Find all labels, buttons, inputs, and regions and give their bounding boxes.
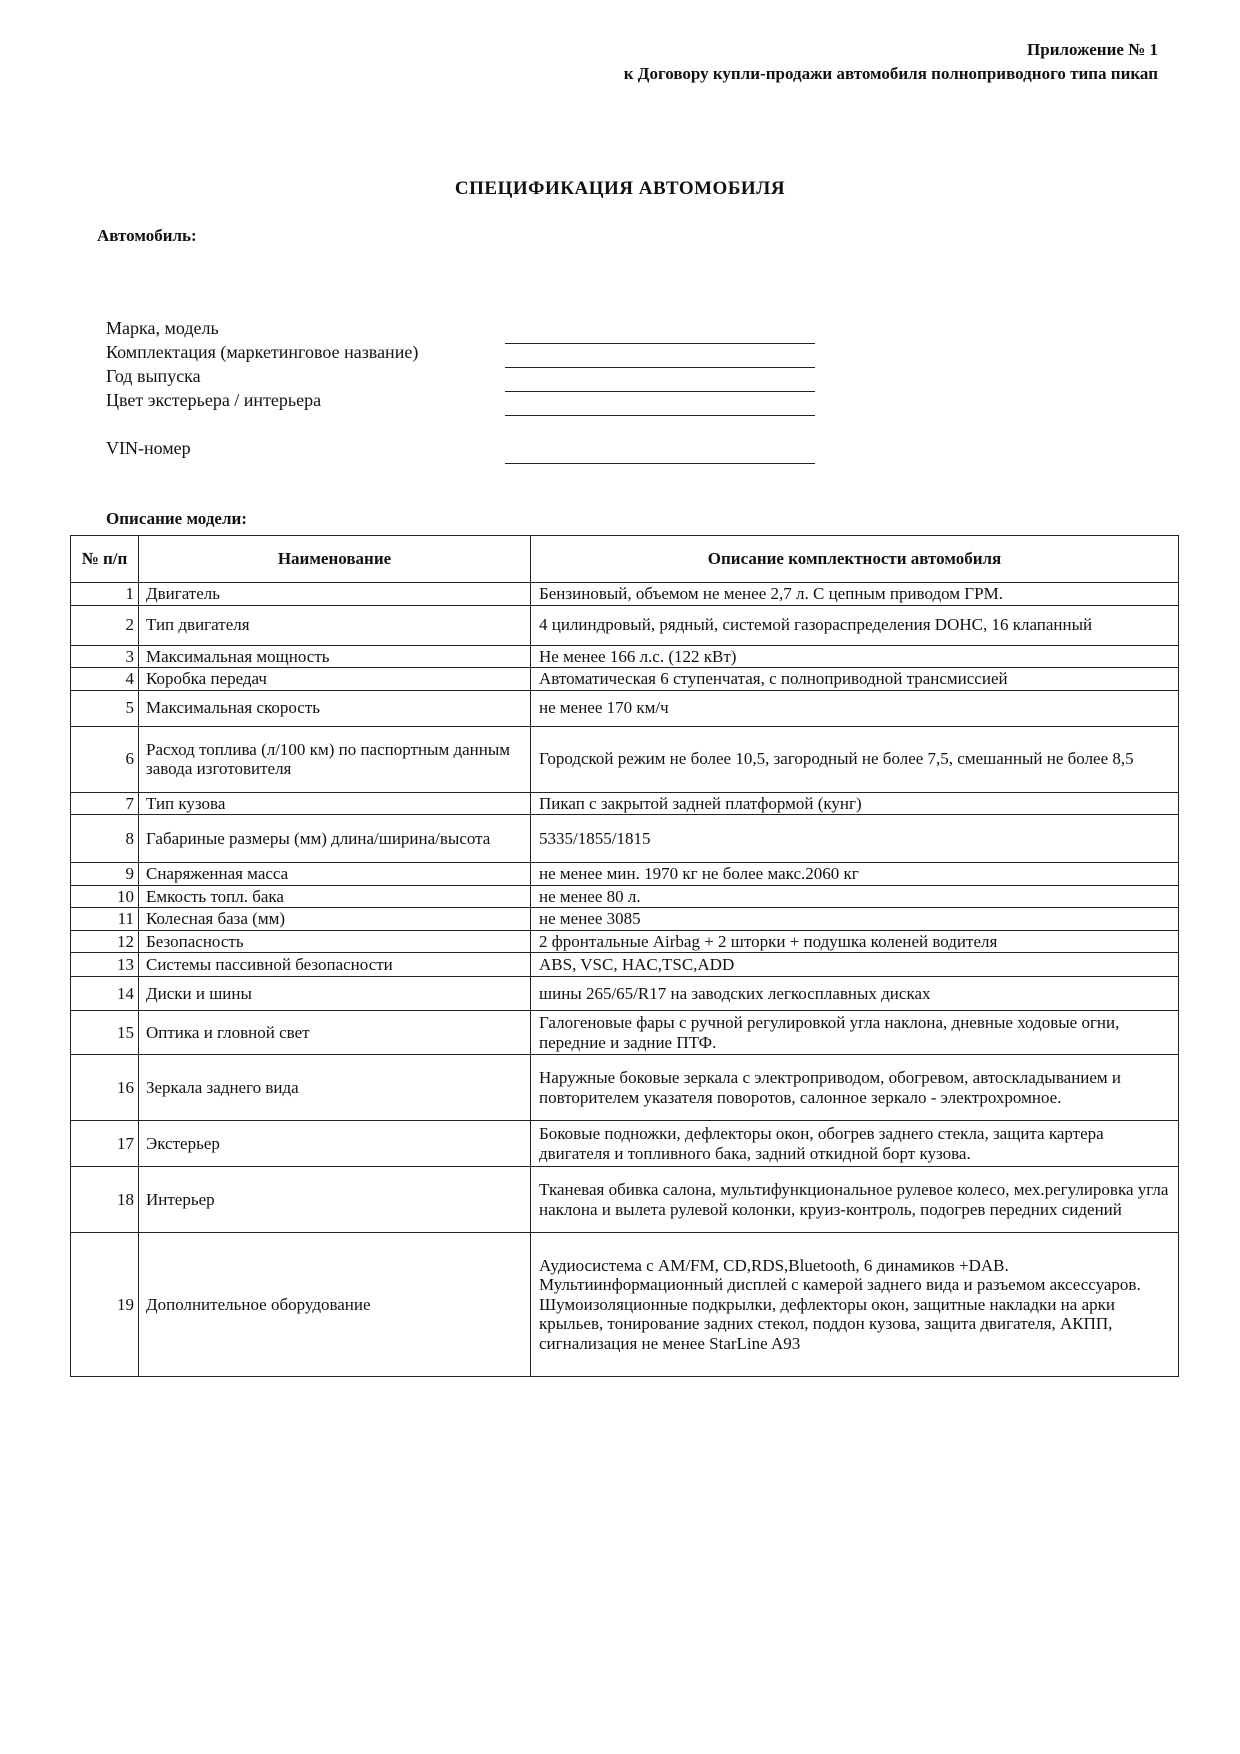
row-number: 5 (71, 690, 139, 726)
row-description: Городской режим не более 10,5, загородный не более 7,5, смешанный не более 8,5 (531, 726, 1179, 792)
row-number: 3 (71, 645, 139, 668)
model-description-label: Описание модели: (106, 509, 247, 528)
table-row (71, 583, 1179, 606)
car-label: Автомобиль: (97, 226, 197, 245)
table-row (71, 645, 1179, 668)
field-label-trim: Комплектация (маркетинговое название) (106, 342, 419, 362)
row-description: Наружные боковые зеркала с электроприводом, обогревом, автоскладыванием и повторителем указателя поворотов, салонное зеркало - электрохромное. (531, 1055, 1179, 1121)
table-row (71, 953, 1179, 977)
table-row (71, 1055, 1179, 1121)
document-title: СПЕЦИФИКАЦИЯ АВТОМОБИЛЯ (454, 178, 786, 199)
row-description: Тканевая обивка салона, мультифункциональное рулевое колесо, мех.регулировка угла наклона и вылета рулевой колонки, круиз-контроль, подогрев передних сидений (531, 1167, 1179, 1233)
table-row (71, 1011, 1179, 1055)
specification-table (70, 535, 1179, 1377)
row-name: Интерьер (139, 1167, 531, 1233)
row-description: 5335/1855/1815 (531, 815, 1179, 863)
field-label-vin: VIN-номер (106, 438, 191, 458)
row-description: ABS, VSC, HAC,TSC,ADD (531, 953, 1179, 977)
row-name: Тип двигателя (139, 605, 531, 645)
row-number: 19 (71, 1233, 139, 1377)
table-row (71, 690, 1179, 726)
row-number: 4 (71, 668, 139, 691)
field-line-year (505, 391, 815, 392)
row-name: Емкость топл. бака (139, 885, 531, 908)
row-description: не менее 80 л. (531, 885, 1179, 908)
row-description: не менее 3085 (531, 908, 1179, 931)
appendix-number: Приложение № 1 (1027, 40, 1158, 59)
field-label-year: Год выпуска (106, 366, 201, 386)
table-row (71, 885, 1179, 908)
table-row (71, 1233, 1179, 1377)
header-description: Описание комплектности автомобиля (531, 536, 1179, 583)
table-row (71, 977, 1179, 1011)
row-number: 6 (71, 726, 139, 792)
table-row (71, 815, 1179, 863)
row-name: Системы пассивной безопасности (139, 953, 531, 977)
row-description: шины 265/65/R17 на заводских легкосплавных дисках (531, 977, 1179, 1011)
row-description: не менее мин. 1970 кг не более макс.2060 кг (531, 863, 1179, 886)
row-description: Галогеновые фары с ручной регулировкой угла наклона, дневные ходовые огни, передние и задние ПТФ. (531, 1011, 1179, 1055)
table-row (71, 605, 1179, 645)
header-num: № п/п (71, 536, 139, 583)
appendix-header (624, 38, 1158, 86)
row-name: Дополнительное оборудование (139, 1233, 531, 1377)
table-row (71, 1167, 1179, 1233)
row-name: Двигатель (139, 583, 531, 606)
row-name: Тип кузова (139, 792, 531, 815)
row-name: Максимальная скорость (139, 690, 531, 726)
row-number: 17 (71, 1121, 139, 1167)
row-name: Зеркала заднего вида (139, 1055, 531, 1121)
row-description: Боковые подножки, дефлекторы окон, обогрев заднего стекла, защита картера двигателя и топливного бака, задний откидной борт кузова. (531, 1121, 1179, 1167)
row-number: 1 (71, 583, 139, 606)
row-description: Пикап с закрытой задней платформой (кунг) (531, 792, 1179, 815)
row-number: 15 (71, 1011, 139, 1055)
row-number: 9 (71, 863, 139, 886)
row-number: 14 (71, 977, 139, 1011)
table-row (71, 863, 1179, 886)
table-row (71, 792, 1179, 815)
row-number: 13 (71, 953, 139, 977)
field-label-make-model: Марка, модель (106, 318, 219, 338)
row-number: 18 (71, 1167, 139, 1233)
row-description: Не менее 166 л.с. (122 кВт) (531, 645, 1179, 668)
table-row (71, 726, 1179, 792)
row-name: Диски и шины (139, 977, 531, 1011)
field-line-make-model (505, 343, 815, 344)
row-description: 2 фронтальные Airbag + 2 шторки + подушка коленей водителя (531, 930, 1179, 953)
row-number: 16 (71, 1055, 139, 1121)
row-name: Колесная база (мм) (139, 908, 531, 931)
table-row (71, 668, 1179, 691)
row-description: 4 цилиндровый, рядный, системой газораспределения DOHC, 16 клапанный (531, 605, 1179, 645)
field-line-color (505, 415, 815, 416)
header-name: Наименование (139, 536, 531, 583)
field-line-trim (505, 367, 815, 368)
row-number: 2 (71, 605, 139, 645)
appendix-reference: к Договору купли-продажи автомобиля полноприводного типа пикап (623, 64, 1158, 83)
row-description: Аудиосистема с AM/FM, CD,RDS,Bluetooth, 6 динамиков +DAB. Мультиинформационный дисплей с камерой заднего вида и разъемом аксессуаров. Шумоизоляционные подкрылки, дефлекторы окон, защитные накладки на арки крыльев, тонирование задних стекол, поддон кузова, защита двигателя, АКПП, сигнализация не менее StarLine A93 (531, 1233, 1179, 1377)
row-name: Расход топлива (л/100 км) по паспортным данным завода изготовителя (139, 726, 531, 792)
table-row (71, 1121, 1179, 1167)
field-line-vin (505, 463, 815, 464)
row-name: Экстерьер (139, 1121, 531, 1167)
table-row (71, 908, 1179, 931)
row-description: не менее 170 км/ч (531, 690, 1179, 726)
row-name: Оптика и гловной свет (139, 1011, 531, 1055)
row-number: 11 (71, 908, 139, 931)
field-label-color: Цвет экстерьера / интерьера (106, 390, 322, 410)
table-row (71, 930, 1179, 953)
row-name: Габариные размеры (мм) длина/ширина/высота (139, 815, 531, 863)
row-number: 7 (71, 792, 139, 815)
row-name: Безопасность (139, 930, 531, 953)
row-description: Автоматическая 6 ступенчатая, с полноприводной трансмиссией (531, 668, 1179, 691)
row-name: Максимальная мощность (139, 645, 531, 668)
row-name: Снаряженная масса (139, 863, 531, 886)
row-description: Бензиновый, объемом не менее 2,7 л. С цепным приводом ГРМ. (531, 583, 1179, 606)
row-number: 12 (71, 930, 139, 953)
row-number: 10 (71, 885, 139, 908)
row-number: 8 (71, 815, 139, 863)
row-name: Коробка передач (139, 668, 531, 691)
table-header-row (71, 536, 1179, 583)
